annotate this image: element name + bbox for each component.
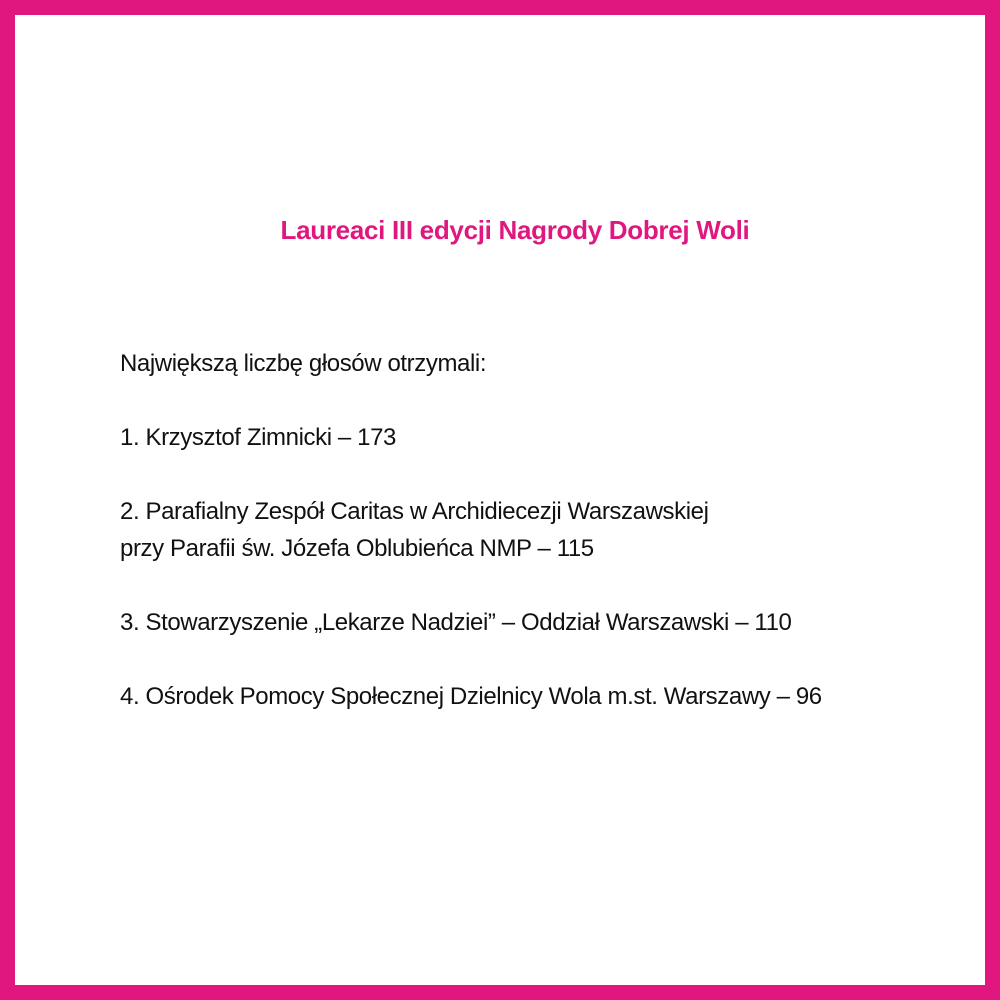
list-item-1-line-1: 1. Krzysztof Zimnicki – 173 [120,424,396,451]
list-item-1 [120,419,940,456]
list-item-2-line-2: przy Parafii św. Józefa Oblubieńca NMP – 115 [120,535,594,562]
list-item-3 [120,604,940,641]
page-title: Laureaci III edycji Nagrody Dobrej Woli [280,215,750,245]
laureates-list [120,345,940,752]
list-item-3-line-1: 3. Stowarzyszenie „Lekarze Nadziei” – Oddział Warszawski – 110 [120,609,792,636]
list-item-4-line-1: 4. Ośrodek Pomocy Społecznej Dzielnicy Wola m.st. Warszawy – 96 [120,683,822,710]
list-item-4 [120,678,940,715]
intro-text: Największą liczbę głosów otrzymali: [120,350,487,377]
list-item-2 [120,493,940,567]
list-item-2-line-1: 2. Parafialny Zespół Caritas w Archidiecezji Warszawskiej [120,498,709,525]
